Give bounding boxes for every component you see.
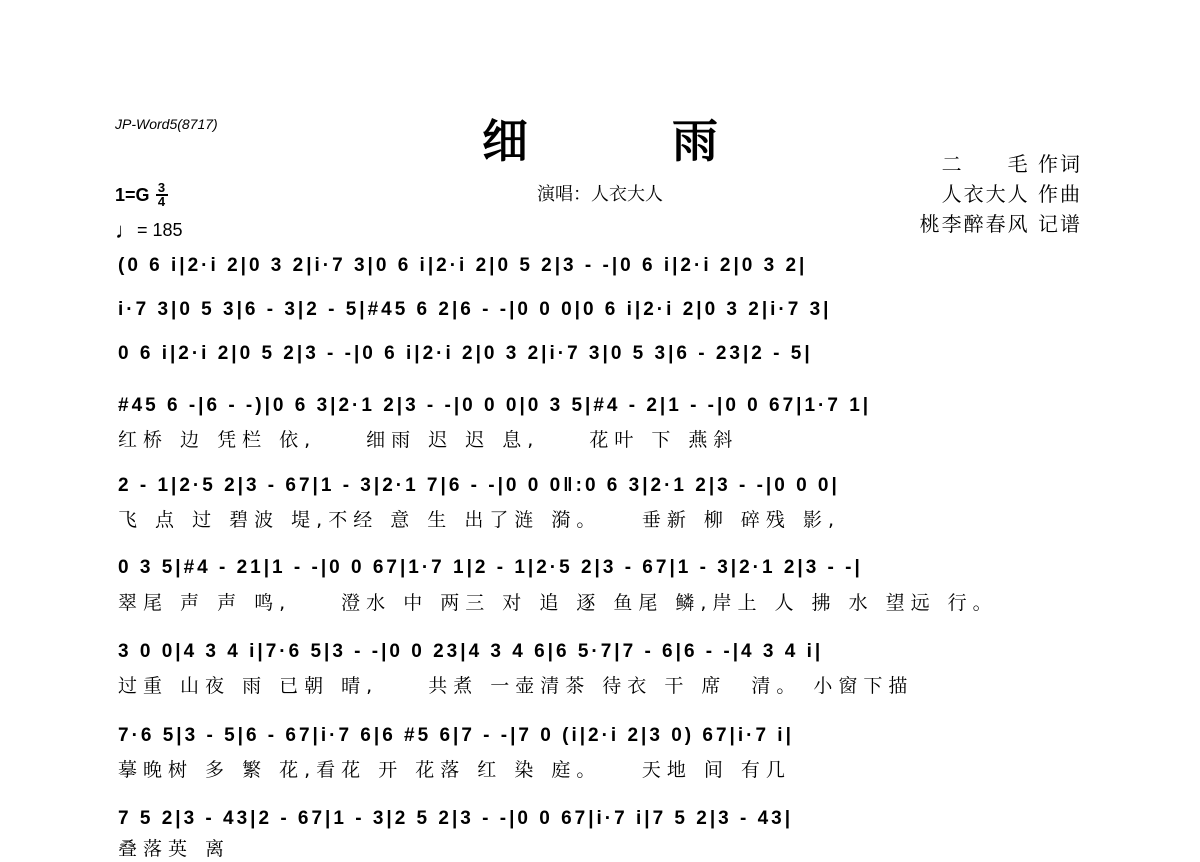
lyric-line-6: 翠尾 声 声 鸣, 澄水 中 两三 对 追 逐 鱼尾 鳞,岸上 人 拂 水 望远 行。 [118, 592, 998, 614]
notation-line-7: 3 0 0|4 3 4 i|7·6 5|3 - -|0 0 23|4 3 4 6|6 5·7|7 - 6|6 - -|4 3 4 i| [118, 641, 824, 662]
lyric-line-9: 叠落英 离 [118, 838, 231, 860]
singer-credit: 演唱：人衣大人 [537, 184, 663, 205]
notation-line-6: 0 3 5|#4 - 21|1 - -|0 0 67|1·7 1|2 - 1|2·5 2|3 - 67|1 - 3|2·1 2|3 - -| [118, 557, 863, 578]
lyric-line-8: 摹晚树 多 繁 花,看花 开 花落 红 染 庭。 天地 间 有几 [118, 759, 791, 781]
tempo-value: = 185 [137, 220, 183, 240]
notation-line-1: (0 6 i|2·i 2|0 3 2|i·7 3|0 6 i|2·i 2|0 5 2|3 - -|0 6 i|2·i 2|0 3 2| [118, 255, 808, 276]
lyric-line-5: 飞 点 过 碧波 堤,不经 意 生 出了涟 漪。 垂新 柳 碎残 影, [118, 509, 841, 531]
notation-line-2: i·7 3|0 5 3|6 - 3|2 - 5|#45 6 2|6 - -|0 0 0|0 6 i|2·i 2|0 3 2|i·7 3| [118, 299, 832, 320]
lyricist-credit: 二 毛 作词 [941, 152, 1082, 176]
lyric-line-7: 过重 山夜 雨 已朝 晴, 共煮 一壶清茶 待衣 干 席 清。 小窗下描 [118, 675, 914, 697]
software-label: JP-Word5(8717) [115, 116, 218, 132]
time-signature [156, 182, 168, 208]
composer-credit: 人衣大人 作曲 [941, 182, 1082, 206]
notation-line-9: 7 5 2|3 - 43|2 - 67|1 - 3|2 5 2|3 - -|0 0 67|i·7 i|7 5 2|3 - 43| [118, 808, 794, 829]
notation-line-5: 2 - 1|2·5 2|3 - 67|1 - 3|2·1 7|6 - -|0 0 0‖:0 6 3|2·1 2|3 - -|0 0 0| [118, 475, 840, 496]
time-signature-top: 3 [157, 180, 166, 195]
key-label: 1=G [115, 184, 150, 205]
tempo-marking [115, 216, 183, 242]
time-signature-bottom: 4 [157, 194, 166, 209]
notation-line-4: #45 6 -|6 - -)|0 6 3|2·1 2|3 - -|0 0 0|0 3 5|#4 - 2|1 - -|0 0 67|1·7 1| [118, 395, 872, 416]
notation-line-3: 0 6 i|2·i 2|0 5 2|3 - -|0 6 i|2·i 2|0 3 2|i·7 3|0 5 3|6 - 23|2 - 5| [118, 343, 813, 364]
song-title: 细 雨 [481, 114, 782, 168]
lyric-line-4: 红桥 边 凭栏 依, 细雨 迟 迟 息, 花叶 下 燕斜 [118, 429, 739, 451]
notation-line-8: 7·6 5|3 - 5|6 - 67|i·7 6|6 #5 6|7 - -|7 0 (i|2·i 2|3 0) 67|i·7 i| [118, 725, 794, 746]
key-signature [115, 182, 168, 208]
quarter-note-icon: ♩ [115, 218, 137, 243]
transcriber-credit: 桃李醉春风 记谱 [919, 212, 1082, 236]
lyric-line-3 [118, 368, 1086, 394]
